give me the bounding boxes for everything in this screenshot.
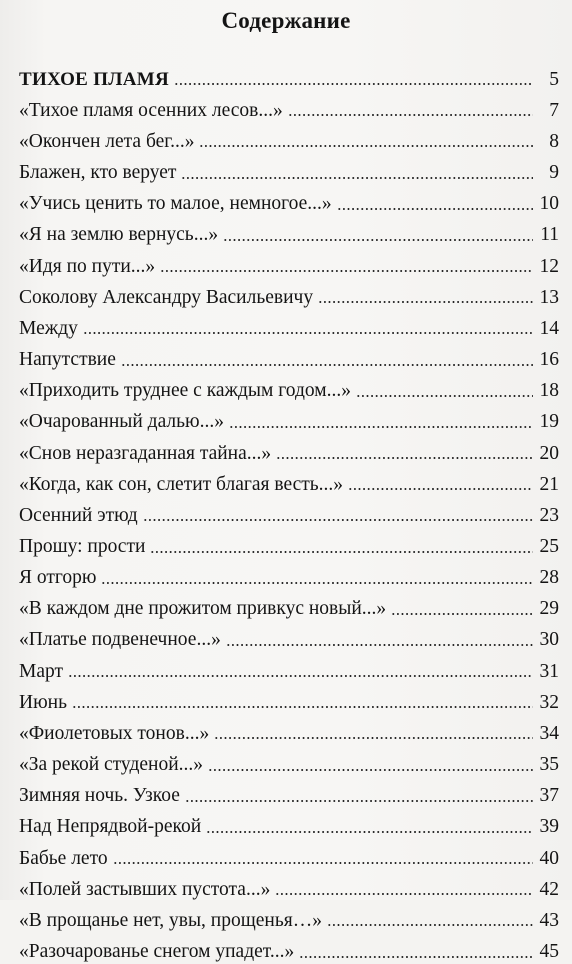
- toc-entry: [19, 340, 559, 371]
- toc-entry-title: «В прощанье нет, увы, прощенья…»: [19, 909, 322, 931]
- toc-entry-title: Прошу: прости: [19, 536, 146, 557]
- toc-entry-title: Между: [19, 317, 78, 339]
- toc-entry-title: «Фиолетовых тонов...»: [19, 722, 210, 744]
- dot-leader: [299, 956, 533, 958]
- dot-leader: [208, 769, 533, 771]
- dot-leader: [101, 582, 533, 584]
- toc-entry: [19, 777, 559, 808]
- toc-entry-page-number: 29: [539, 598, 559, 620]
- toc-entry-title: «Учись ценить то малое, немногое...»: [19, 193, 332, 215]
- toc-entry-title: «Приходить труднее с каждым годом...»: [19, 380, 351, 402]
- toc-entry: [19, 309, 559, 340]
- toc-entry-title: «Когда, как сон, слетит благая весть...»: [19, 473, 344, 495]
- toc-entry: [19, 590, 559, 621]
- toc-entry-page-number: 9: [549, 162, 559, 184]
- toc-entry-page-number: 8: [549, 130, 559, 152]
- toc-entry-page-number: 14: [539, 317, 559, 339]
- toc-entry-title: Над Непрядвой-рекой: [19, 816, 202, 838]
- dot-leader: [337, 208, 533, 210]
- toc-entry-title: «За рекой студеной...»: [19, 754, 204, 776]
- toc-entry-page-number: 25: [539, 536, 559, 557]
- toc-entry: [19, 91, 559, 122]
- toc-entry-page-number: 12: [539, 255, 559, 277]
- dot-leader: [185, 800, 533, 802]
- toc-entry-page-number: 23: [539, 504, 559, 526]
- dot-leader: [199, 145, 533, 147]
- toc-entry-page-number: 18: [539, 380, 559, 402]
- toc-entry-title: «Очарованный далью...»: [19, 411, 224, 433]
- toc-entry-title: Напутствие: [19, 349, 116, 371]
- toc-entry: [19, 278, 559, 309]
- toc-entry: [19, 122, 559, 153]
- toc-entry-page-number: 42: [539, 878, 559, 900]
- dot-leader: [83, 332, 533, 334]
- toc-entry-page-number: 34: [539, 722, 559, 744]
- dot-leader: [229, 426, 533, 428]
- dot-leader: [206, 831, 533, 833]
- toc-entry-page-number: 7: [549, 99, 559, 121]
- dot-leader: [356, 395, 533, 397]
- toc-entry-page-number: 11: [540, 224, 559, 246]
- toc-entry: [19, 216, 559, 247]
- dot-leader: [121, 364, 533, 366]
- toc-entry-title: «В каждом дне прожитом привкус новый...»: [19, 598, 387, 620]
- toc-entry-page-number: 31: [539, 660, 559, 682]
- toc-entry-title: «Платье подвенечное...»: [19, 629, 221, 651]
- toc-entry: [19, 683, 559, 714]
- toc-entry: [19, 808, 559, 839]
- toc-entry-title: «Снов неразгаданная тайна...»: [19, 442, 272, 464]
- toc-entry: [19, 185, 559, 216]
- toc-entry: [19, 496, 559, 527]
- dot-leader: [214, 737, 533, 739]
- toc-entry: [19, 465, 559, 496]
- toc-entry: [19, 745, 559, 776]
- toc-entry-title: Бабье лето: [19, 847, 108, 869]
- dot-leader: [143, 519, 533, 521]
- toc-entry-title: Зимняя ночь. Узкое: [19, 785, 180, 807]
- toc-entry-title: Соколову Александру Васильевичу: [19, 286, 314, 308]
- toc-entry: [19, 621, 559, 652]
- toc-entry-page-number: 30: [539, 629, 559, 651]
- page-title: Содержание: [221, 8, 351, 33]
- toc-entry: [19, 153, 559, 184]
- toc-entry-title: «Идя по пути...»: [19, 255, 156, 277]
- toc-entry: [19, 901, 559, 932]
- table-of-contents: [19, 60, 559, 964]
- dot-leader: [72, 706, 533, 708]
- toc-entry-page-number: 16: [539, 349, 559, 371]
- toc-entry: [19, 714, 559, 745]
- dot-leader: [68, 675, 533, 677]
- toc-entry-page-number: 13: [539, 286, 559, 308]
- toc-entry-title: Март: [19, 660, 64, 682]
- toc-entry-page-number: 10: [539, 193, 559, 215]
- toc-entry-page-number: 37: [539, 785, 559, 807]
- toc-entry-title: Я отгорю: [19, 567, 97, 589]
- toc-entry-title: «Окончен лета бег...»: [19, 130, 195, 152]
- toc-entry-page-number: 45: [539, 941, 559, 963]
- dot-leader: [223, 239, 533, 241]
- toc-entry-page-number: 20: [539, 442, 559, 464]
- toc-entry-page-number: 35: [539, 754, 559, 776]
- toc-entry-title: «Разочарованье снегом упадет...»: [19, 941, 295, 963]
- toc-entry: [19, 839, 559, 870]
- dot-leader: [275, 893, 533, 895]
- toc-entry-page-number: 28: [539, 567, 559, 589]
- toc-entry-page-number: 39: [539, 816, 559, 838]
- dot-leader: [348, 488, 533, 490]
- toc-entry-page-number: 32: [539, 691, 559, 713]
- dot-leader: [226, 644, 533, 646]
- toc-entry: [19, 932, 559, 963]
- dot-leader: [327, 924, 533, 926]
- toc-entry: [19, 403, 559, 434]
- toc-entry: [19, 559, 559, 590]
- dot-leader: [174, 83, 533, 85]
- dot-leader: [318, 301, 533, 303]
- toc-entry-title: «Я на землю вернусь...»: [19, 224, 219, 246]
- toc-entry-title: «Тихое пламя осенних лесов...»: [19, 99, 283, 121]
- toc-entry: [19, 372, 559, 403]
- dot-leader: [113, 862, 533, 864]
- dot-leader: [391, 613, 533, 615]
- toc-entry: [19, 870, 559, 901]
- toc-entry-page-number: 19: [539, 411, 559, 433]
- dot-leader: [150, 551, 533, 553]
- toc-entry-page-number: 5: [549, 68, 559, 90]
- toc-entry: [19, 247, 559, 278]
- toc-entry-page-number: 43: [539, 909, 559, 931]
- toc-entry-title: Осенний этюд: [19, 504, 138, 526]
- toc-entry-title: ТИХОЕ ПЛАМЯ: [19, 69, 170, 91]
- toc-entry-title: Июнь: [19, 691, 67, 713]
- toc-entry: [19, 434, 559, 465]
- toc-entry-title: «Полей застывших пустота...»: [19, 878, 271, 900]
- toc-entry-page-number: 21: [539, 473, 559, 495]
- dot-leader: [160, 270, 533, 272]
- dot-leader: [181, 177, 533, 179]
- toc-entry: [19, 527, 559, 558]
- toc-section-heading: [19, 60, 559, 91]
- toc-entry: [19, 652, 559, 683]
- dot-leader: [288, 114, 533, 116]
- toc-entry-page-number: 40: [539, 847, 559, 869]
- dot-leader: [276, 457, 533, 459]
- toc-entry-title: Блажен, кто верует: [19, 162, 177, 184]
